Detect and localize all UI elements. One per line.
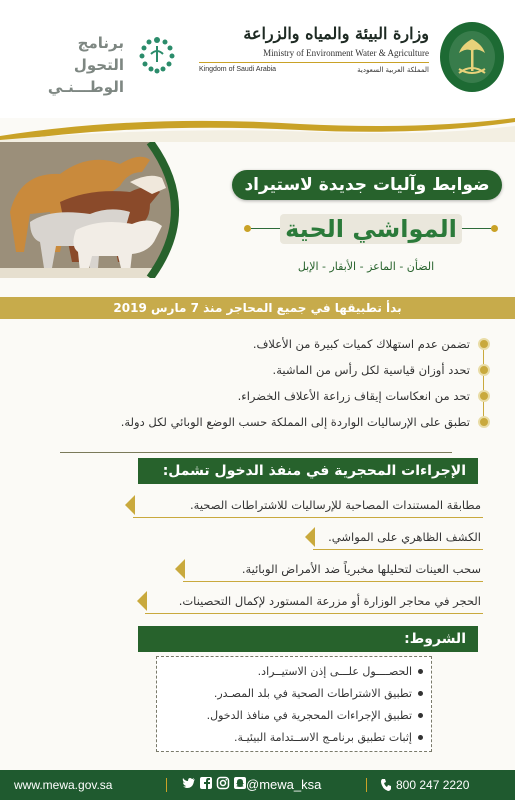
facebook-icon[interactable] [199,776,213,790]
feature-text: تحد من انعكاسات إيقاف زراعة الأعلاف الخضراء. [237,389,470,403]
entry-procedures-header [138,458,478,484]
feature-text: تضمن عدم استهلاك كميات كبيرة من الأعلاف. [252,337,470,351]
ministry-name-en: Ministry of Environment Water & Agriculture [263,48,429,58]
condition-text: الحصــــول علـــى إذن الاستيــراد. [257,665,412,678]
twitter-icon[interactable] [182,776,196,790]
ministry-name-ar: وزارة البيئة والمياه والزراعة [243,24,429,43]
gold-arrow-icon [175,559,185,579]
feature-item [10,360,490,380]
kingdom-line [199,66,429,74]
features-list [20,326,490,446]
kingdom-en: Kingdom of Saudi Arabia [199,66,277,73]
feature-text: تحدد أوزان قياسية لكل رأس من الماشية. [272,363,470,377]
procedure-item [183,558,483,580]
feature-item [10,412,490,432]
main-title-dot-left [244,225,251,232]
gold-arrow-icon [137,591,147,611]
website-link[interactable]: www.mewa.gov.sa [14,778,113,792]
procedure-underline [145,613,483,614]
conditions-box [156,656,432,752]
condition-text: تطبيق الاشتراطات الصحية في بلد المصـدر. [213,687,412,700]
social-icons [182,776,247,790]
procedure-underline [183,581,483,582]
footer-separator [366,778,367,792]
procedure-text: الحجر في محاجر الوزارة أو مزرعة المستورد لإكمال التحصينات. [178,594,481,608]
banner-title: ضوابط وآليات جديدة لاستيراد [244,175,490,195]
conditions-title: الشروط: [404,631,466,647]
main-title-line-right [462,228,491,229]
procedure-item [133,494,483,516]
procedure-text: سحب العينات لتحليلها مخبرياً ضد الأمراض الوبائية. [241,562,481,576]
palm-swords-emblem-icon [440,22,504,92]
bullet-icon [478,416,490,428]
gold-swoosh-divider [0,110,515,144]
vision-emblem-icon [132,26,182,82]
start-date-text: بدأ تطبيقها في جميع المحاجر منذ 7 مارس 2019 [113,301,402,315]
snapchat-icon[interactable] [233,776,247,790]
main-title-block [244,208,498,248]
gold-arrow-icon [125,495,135,515]
procedure-underline [133,517,483,518]
ministry-divider [199,62,429,63]
procedure-item [145,590,483,612]
animal-types: الضأن - الماعز - الأبقار - الإبل [297,260,435,273]
feature-text: تطبق على الإرساليات الواردة إلى المملكة حسب الوضع الوبائي لكل دولة. [120,415,470,429]
condition-item [258,665,423,678]
condition-item [207,709,423,722]
livestock-illustration [0,142,190,278]
procedure-underline [313,549,483,550]
procedure-text: الكشف الظاهري على المواشي. [328,530,481,544]
conditions-header [138,626,478,652]
entry-procedures-title: الإجراءات المحجرية في منفذ الدخول تشمل: [162,463,466,479]
bullet-icon [478,364,490,376]
instagram-icon[interactable] [216,776,230,790]
phone-icon [380,778,392,792]
bullet-icon [418,691,423,696]
ministry-name-block [199,24,429,74]
vision-line-1: برنامج التحول [73,34,124,74]
header [0,0,515,118]
main-title-line-left [251,228,280,229]
condition-text: إثبات تطبيق برنامـج الاســتدامة البيئيـة. [233,731,412,744]
kingdom-ar: المملكة العربية السعودية [357,66,429,74]
bullet-icon [418,669,423,674]
phone-number[interactable]: 800 247 2220 [396,778,470,792]
condition-text: تطبيق الإجراءات المحجرية في منافذ الدخول. [206,709,412,722]
procedure-text: مطابقة المستندات المصاحبة للإرساليات للاشتراطات الصحية. [190,498,481,512]
title-banner [232,170,502,200]
footer-separator [166,778,167,792]
section-divider [60,452,452,453]
bullet-icon [418,735,423,740]
main-title-dot-right [491,225,498,232]
main-title: المواشي الحية [280,214,462,244]
bullet-icon [478,338,490,350]
condition-item [234,731,423,744]
vision-program-name [28,32,124,98]
feature-item [10,334,490,354]
gold-arrow-icon [305,527,315,547]
social-handle[interactable]: @mewa_ksa [246,777,322,792]
feature-item [10,386,490,406]
vision-line-2: الوطـــنـي [47,78,124,96]
start-date-banner [0,297,515,319]
bullet-icon [418,713,423,718]
bullet-icon [478,390,490,402]
condition-item [214,687,423,700]
procedure-item [313,526,483,548]
footer [0,770,515,800]
